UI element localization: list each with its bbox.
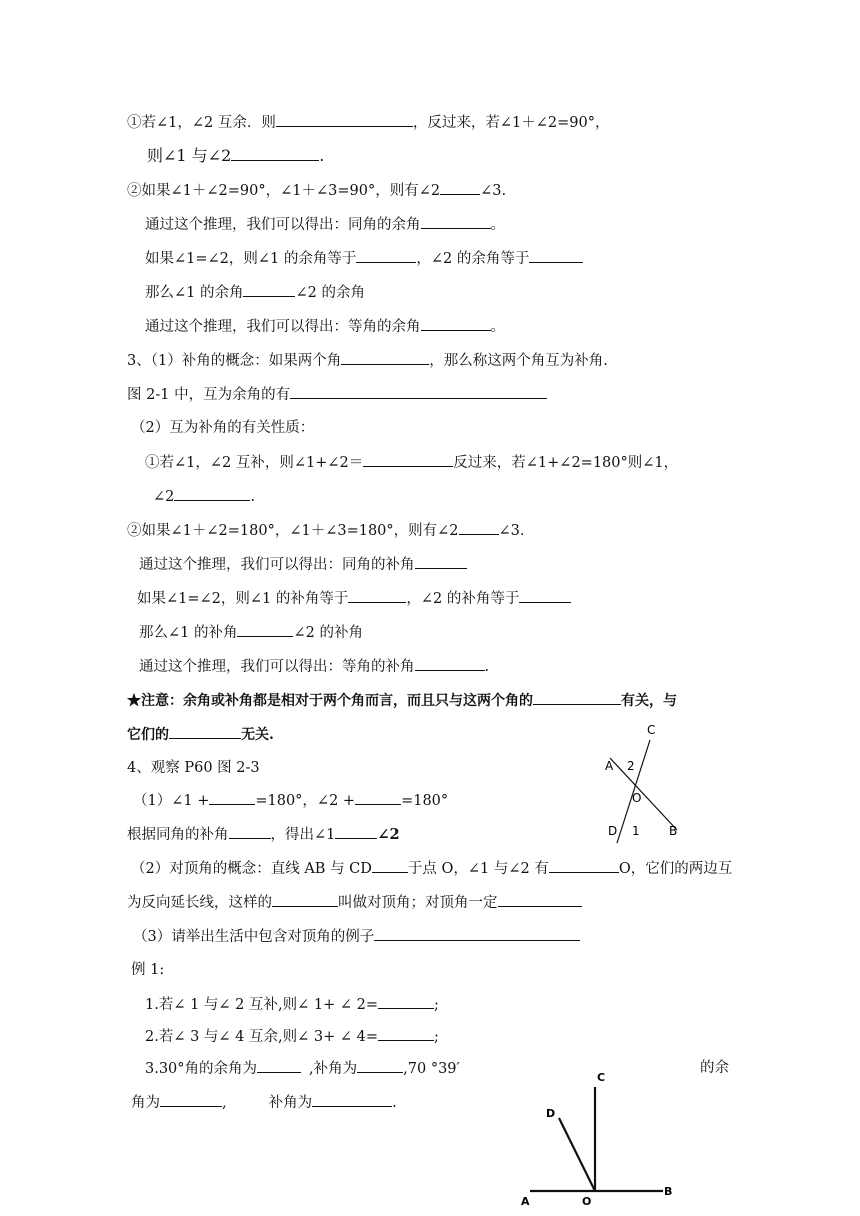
line-18-note: [127, 690, 677, 711]
text: 的余: [700, 1060, 729, 1076]
answer-blank[interactable]: [440, 180, 480, 195]
text: ★注意：余角或补角都是相对于两个角而言，而且只与这两个角的: [127, 693, 533, 709]
text: ①若∠1，∠2 互补，则∠1+∠2＝: [145, 455, 364, 471]
text: 4、观察 P60 图 2-3: [127, 760, 260, 776]
vertical-angles-figure: [595, 718, 705, 848]
line-10: [131, 418, 314, 438]
answer-blank[interactable]: [169, 724, 241, 739]
label-b: B: [669, 824, 678, 838]
line-6: [145, 282, 365, 303]
line-3: [127, 180, 506, 201]
text: 3、（1）补角的概念：如果两个角: [127, 353, 342, 369]
text: （1）∠1 +: [133, 793, 210, 809]
label-a: A: [605, 759, 614, 773]
line-28: [145, 1026, 439, 1047]
line-20: [127, 758, 260, 778]
answer-blank[interactable]: [355, 790, 401, 805]
text: 叫做对顶角；对顶角一定: [338, 895, 498, 911]
text: ②如果∠1＋∠2=180°，∠1＋∠3=180°，则有∠2: [127, 523, 459, 539]
text: 反过来，若∠1+∠2=180°则∠1，: [453, 455, 679, 471]
line-16: [139, 622, 363, 643]
answer-blank[interactable]: [209, 790, 255, 805]
line-23: [131, 858, 732, 879]
text: 。: [490, 217, 505, 233]
label-c: C: [597, 1071, 606, 1084]
label-d: D: [546, 1107, 556, 1120]
answer-blank[interactable]: [257, 1058, 301, 1073]
line-21: [133, 790, 448, 811]
answer-blank[interactable]: [357, 1058, 403, 1073]
answer-blank[interactable]: [519, 588, 571, 603]
answer-blank[interactable]: [243, 282, 295, 297]
answer-blank[interactable]: [378, 994, 434, 1009]
text: 有关，与: [621, 693, 677, 709]
text: ②如果∠1＋∠2=90°，∠1＋∠3=90°，则有∠2: [127, 183, 441, 199]
text: 于点 O，∠1 与∠2 有: [407, 861, 549, 877]
text: 角为: [131, 1095, 160, 1111]
text: 2.若∠ 3 与∠ 4 互余,则∠ 3+ ∠ 4=: [145, 1029, 379, 1045]
text: 则∠1 与∠2: [147, 146, 232, 165]
answer-blank[interactable]: [272, 892, 338, 907]
answer-blank[interactable]: [421, 214, 491, 229]
line-30: [131, 1092, 397, 1113]
text: 通过这个推理，我们可以得出：同角的补角: [139, 557, 415, 573]
answer-blank[interactable]: [276, 112, 413, 127]
answer-blank[interactable]: [498, 892, 582, 907]
text: 1.若∠ 1 与∠ 2 互补,则∠ 1+ ∠ 2=: [145, 997, 379, 1013]
line-11: [145, 452, 678, 473]
text: 3.30°角的余角为: [145, 1061, 258, 1077]
label-angle-2: 2: [627, 759, 635, 773]
text: 图 2-1 中，互为余角的有: [127, 387, 291, 403]
answer-blank[interactable]: [237, 622, 293, 637]
answer-blank[interactable]: [549, 858, 619, 873]
text: ∠2: [153, 489, 175, 505]
line-1: [127, 112, 609, 133]
line-15: [137, 588, 571, 609]
label-c: C: [647, 723, 656, 737]
text: ;: [434, 1029, 439, 1045]
text: 补角为: [268, 1095, 313, 1111]
text: =180°，∠2 +: [255, 793, 356, 809]
text: ，∠2 的补角等于: [406, 591, 520, 607]
ray-od: [559, 1118, 595, 1191]
text: 。: [490, 319, 505, 335]
text: 通过这个推理，我们可以得出：等角的余角: [145, 319, 421, 335]
line-19-note: [127, 724, 274, 745]
label-angle-1: 1: [632, 824, 640, 838]
answer-blank[interactable]: [348, 588, 406, 603]
text: ,补角为: [309, 1061, 358, 1077]
line-4: [145, 214, 505, 235]
answer-blank[interactable]: [421, 316, 491, 331]
answer-blank[interactable]: [160, 1092, 222, 1107]
text: ∠2 的补角: [293, 625, 363, 641]
text: .: [250, 489, 255, 505]
text: （2）对顶角的概念：直线 AB 与 CD: [131, 861, 372, 877]
answer-blank[interactable]: [356, 248, 416, 263]
text: 无关.: [241, 727, 274, 743]
answer-blank[interactable]: [529, 248, 583, 263]
text: ∠3.: [480, 183, 507, 199]
line-9: [127, 384, 547, 405]
answer-blank[interactable]: [335, 824, 377, 839]
answer-blank[interactable]: [374, 926, 580, 941]
text: 它们的: [127, 727, 169, 743]
answer-blank[interactable]: [174, 486, 250, 501]
text: ，∠2 的余角等于: [416, 251, 530, 267]
line-14: [139, 554, 467, 575]
line-29-end: [700, 1058, 729, 1078]
line-22: [127, 824, 400, 845]
label-o: O: [632, 791, 642, 805]
text: ∠2 的余角: [295, 285, 365, 301]
answer-blank[interactable]: [459, 520, 499, 535]
line-29: [145, 1058, 460, 1079]
text: =180°: [401, 793, 449, 809]
answer-blank[interactable]: [415, 656, 485, 671]
text: 如果∠1=∠2，则∠1 的补角等于: [137, 591, 349, 607]
text: ,: [222, 1095, 227, 1111]
line-ab: [610, 758, 677, 830]
text: 为反向延长线，这样的: [127, 895, 272, 911]
answer-blank[interactable]: [533, 690, 621, 705]
text: ，反过来，若∠1＋∠2=90°，: [412, 115, 610, 131]
answer-blank[interactable]: [312, 1092, 392, 1107]
angle-figure: [515, 1065, 695, 1210]
line-25: [133, 926, 580, 947]
text: （3）请举出生活中包含对顶角的例子: [133, 929, 375, 945]
text: ,70 °39′: [403, 1061, 460, 1077]
line-2: [147, 146, 324, 166]
text: （2）互为补角的有关性质：: [131, 420, 315, 436]
text: O，它们的两边互: [618, 861, 733, 877]
answer-blank[interactable]: [415, 554, 467, 569]
text: 通过这个推理，我们可以得出：同角的余角: [145, 217, 421, 233]
label-o: O: [582, 1195, 592, 1208]
line-12: [153, 486, 255, 507]
line-8: [127, 350, 608, 371]
answer-blank[interactable]: [341, 350, 429, 365]
line-27: [145, 994, 439, 1015]
line-24: [127, 892, 582, 913]
answer-blank[interactable]: [378, 1026, 434, 1041]
line-5: [145, 248, 583, 269]
label-d: D: [608, 824, 618, 838]
label-a: A: [521, 1195, 530, 1208]
line-7: [145, 316, 505, 337]
answer-blank[interactable]: [229, 824, 271, 839]
text: 如果∠1=∠2，则∠1 的余角等于: [145, 251, 357, 267]
line-13: [127, 520, 525, 541]
text: 例 1:: [131, 962, 165, 978]
answer-blank[interactable]: [290, 384, 547, 399]
text: 那么∠1 的余角: [145, 285, 244, 301]
text: .: [392, 1095, 397, 1111]
text: .: [484, 659, 490, 675]
text: 根据同角的补角: [127, 827, 229, 843]
answer-blank[interactable]: [372, 858, 408, 873]
answer-blank[interactable]: [231, 146, 319, 161]
label-b: B: [664, 1185, 673, 1198]
text: 通过这个推理，我们可以得出：等角的补角: [139, 659, 415, 675]
text: ①若∠1，∠2 互余．则: [127, 115, 276, 131]
text: 那么∠1 的补角: [139, 625, 238, 641]
text: ，那么称这两个角互为补角.: [429, 353, 608, 369]
line-26: [131, 960, 164, 980]
line-17: [139, 656, 489, 677]
text: ;: [434, 997, 439, 1013]
text: ∠3.: [498, 523, 525, 539]
text: ∠2: [377, 826, 400, 843]
answer-blank[interactable]: [363, 452, 453, 467]
text: .: [319, 146, 325, 165]
text: ，得出∠1: [270, 827, 336, 843]
